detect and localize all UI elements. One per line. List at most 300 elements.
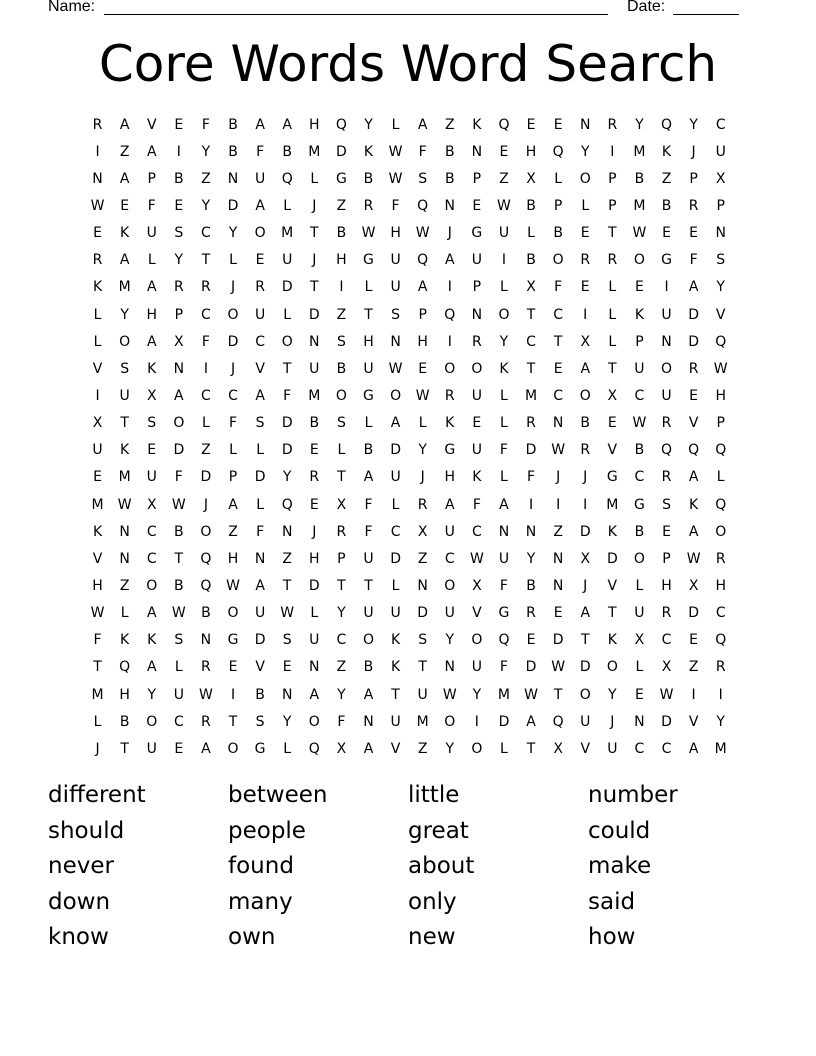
grid-letter: L: [364, 279, 373, 296]
grid-letter: L: [174, 659, 183, 676]
grid-letter: D: [688, 306, 699, 323]
grid-letter: Q: [715, 442, 727, 459]
grid-letter: A: [444, 496, 455, 513]
grid-letter: N: [444, 659, 455, 676]
grid-letter: A: [119, 252, 130, 269]
grid-letter: D: [579, 523, 591, 540]
grid-letter: L: [256, 496, 265, 513]
grid-letter: Z: [661, 170, 672, 187]
grid-letter: T: [608, 360, 617, 377]
grid-letter: W: [226, 577, 240, 594]
grid-letter: A: [390, 415, 401, 432]
grid-letter: C: [255, 333, 265, 350]
grid-letter: M: [118, 469, 131, 486]
grid-letter: N: [119, 523, 130, 540]
grid-letter: C: [715, 605, 726, 622]
grid-letter: Z: [553, 523, 563, 540]
grid-letter: I: [176, 143, 181, 160]
grid-letter: T: [608, 605, 617, 622]
grid-letter: F: [256, 143, 265, 160]
grid-letter: M: [118, 279, 131, 296]
grid-letter: I: [610, 143, 615, 160]
grid-letter: Z: [499, 170, 509, 187]
grid-letter: U: [363, 550, 374, 567]
grid-letter: M: [606, 496, 619, 513]
grid-letter: N: [309, 333, 320, 350]
grid-letter: Q: [335, 116, 347, 133]
grid-letter: R: [173, 279, 184, 296]
grid-letter: C: [201, 306, 211, 323]
grid-letter: W: [632, 225, 647, 242]
grid-letter: O: [444, 713, 456, 730]
grid-letter: B: [634, 170, 645, 187]
grid-letter: R: [715, 550, 726, 567]
grid-letter: N: [715, 225, 726, 242]
grid-letter: K: [661, 143, 672, 160]
grid-letter: L: [364, 415, 373, 432]
grid-letter: L: [256, 442, 265, 459]
grid-letter: X: [146, 496, 157, 513]
grid-letter: H: [661, 577, 672, 594]
grid-letter: T: [526, 360, 536, 377]
grid-letter: Y: [499, 333, 509, 350]
grid-letter: O: [146, 713, 158, 730]
grid-letter: D: [336, 143, 347, 160]
grid-letter: W: [199, 686, 213, 703]
grid-letter: Z: [282, 550, 292, 567]
grid-letter: E: [580, 279, 590, 296]
grid-letter: O: [471, 632, 483, 649]
grid-letter: R: [201, 713, 211, 730]
grid-letter: Q: [417, 252, 429, 269]
grid-letter: C: [634, 740, 645, 757]
grid-letter: E: [689, 387, 699, 404]
grid-letter: E: [282, 659, 292, 676]
grid-letter: U: [471, 387, 482, 404]
grid-letter: H: [92, 577, 103, 594]
grid-letter: R: [661, 469, 672, 486]
grid-letter: W: [117, 496, 132, 513]
grid-letter: W: [388, 170, 403, 187]
grid-letter: J: [447, 225, 452, 242]
grid-letter: H: [336, 252, 347, 269]
grid-letter: L: [93, 333, 102, 350]
grid-letter: B: [363, 659, 374, 676]
grid-letter: C: [146, 550, 157, 567]
grid-letter: Z: [336, 659, 347, 676]
grid-letter: D: [308, 577, 320, 594]
grid-letter: B: [444, 143, 455, 160]
grid-letter: X: [526, 170, 536, 187]
grid-letter: L: [608, 306, 617, 323]
grid-letter: U: [282, 252, 293, 269]
grid-letter: A: [255, 116, 265, 133]
grid-letter: I: [691, 686, 696, 703]
grid-letter: T: [337, 577, 346, 594]
grid-letter: P: [635, 333, 644, 350]
grid-letter: L: [391, 116, 400, 133]
grid-letter: M: [91, 496, 104, 513]
grid-letter: A: [119, 170, 130, 187]
grid-letter: Q: [715, 496, 727, 513]
grid-letter: U: [471, 252, 482, 269]
grid-letter: W: [551, 659, 566, 676]
grid-letter: I: [203, 360, 208, 377]
grid-letter: C: [146, 523, 157, 540]
grid-letter: A: [146, 279, 157, 296]
grid-letter: S: [336, 415, 346, 432]
grid-letter: R: [607, 116, 618, 133]
grid-letter: C: [173, 713, 184, 730]
grid-letter: E: [580, 225, 590, 242]
grid-letter: F: [689, 252, 698, 269]
grid-letter: Q: [200, 550, 212, 567]
grid-letter: Q: [281, 170, 293, 187]
grid-letter: T: [310, 279, 319, 296]
grid-letter: F: [472, 496, 481, 513]
grid-letter: D: [200, 469, 212, 486]
grid-letter: W: [171, 496, 186, 513]
grid-letter: S: [418, 632, 428, 649]
grid-letter: B: [580, 415, 591, 432]
grid-letter: V: [472, 605, 482, 622]
grid-letter: M: [633, 143, 646, 160]
grid-letter: R: [661, 415, 672, 432]
grid-letter: K: [92, 279, 103, 296]
grid-letter: F: [554, 279, 563, 296]
word-list: [48, 778, 768, 956]
grid-letter: H: [444, 469, 456, 486]
word-list-item: great: [408, 817, 469, 844]
grid-letter: E: [553, 605, 563, 622]
grid-letter: L: [391, 577, 400, 594]
grid-letter: Y: [445, 740, 455, 757]
date-label: Date:: [627, 0, 666, 15]
grid-letter: X: [661, 659, 672, 676]
grid-letter: Q: [417, 197, 429, 214]
grid-letter: J: [583, 469, 588, 486]
grid-letter: N: [498, 523, 510, 540]
grid-letter: T: [120, 740, 129, 757]
grid-letter: C: [526, 333, 536, 350]
grid-letter: T: [391, 686, 400, 703]
grid-letter: J: [610, 713, 615, 730]
grid-letter: L: [310, 170, 319, 187]
grid-letter: E: [174, 116, 184, 133]
grid-letter: L: [716, 469, 725, 486]
grid-letter: W: [442, 686, 457, 703]
grid-letter: U: [92, 442, 103, 459]
grid-letter: B: [363, 170, 374, 187]
grid-letter: B: [526, 577, 536, 594]
grid-letter: N: [471, 306, 483, 323]
grid-letter: O: [444, 577, 456, 594]
grid-letter: Y: [635, 116, 644, 133]
grid-letter: K: [120, 442, 130, 459]
grid-letter: O: [715, 523, 727, 540]
grid-letter: I: [501, 252, 507, 269]
grid-letter: B: [553, 225, 563, 242]
grid-letter: D: [254, 469, 266, 486]
grid-letter: G: [335, 170, 347, 187]
grid-letter: N: [579, 116, 591, 133]
grid-letter: Y: [120, 306, 129, 323]
grid-letter: I: [447, 279, 452, 296]
grid-letter: O: [308, 713, 320, 730]
grid-letter: P: [147, 170, 156, 187]
grid-letter: O: [254, 225, 266, 242]
grid-letter: H: [363, 333, 374, 350]
grid-letter: O: [335, 387, 347, 404]
grid-letter: O: [362, 632, 374, 649]
grid-letter: R: [201, 659, 211, 676]
grid-letter: N: [417, 577, 428, 594]
grid-letter: O: [173, 415, 185, 432]
grid-letter: D: [227, 197, 239, 214]
grid-letter: X: [580, 333, 591, 350]
grid-letter: T: [337, 469, 346, 486]
grid-letter: D: [552, 632, 564, 649]
grid-letter: E: [634, 686, 644, 703]
grid-letter: L: [147, 252, 156, 269]
date-field[interactable]: [673, 14, 739, 15]
grid-letter: V: [92, 550, 103, 567]
grid-letter: A: [688, 523, 699, 540]
grid-letter: S: [120, 360, 130, 377]
grid-letter: R: [580, 252, 591, 269]
grid-letter: G: [471, 225, 483, 242]
grid-letter: K: [607, 523, 617, 540]
grid-letter: A: [146, 143, 157, 160]
grid-letter: Y: [337, 686, 346, 703]
grid-letter: Q: [552, 143, 564, 160]
grid-letter: E: [634, 279, 644, 296]
grid-letter: D: [390, 442, 401, 459]
grid-letter: K: [499, 360, 509, 377]
grid-letter: K: [120, 225, 130, 242]
grid-letter: K: [92, 523, 103, 540]
grid-letter: W: [686, 550, 701, 567]
grid-letter: V: [715, 306, 726, 323]
grid-letter: A: [417, 116, 428, 133]
grid-letter: F: [147, 197, 156, 214]
grid-letter: T: [580, 632, 590, 649]
grid-letter: U: [309, 360, 320, 377]
grid-letter: B: [634, 523, 645, 540]
grid-letter: A: [255, 387, 265, 404]
grid-letter: D: [688, 333, 699, 350]
grid-letter: Z: [336, 197, 347, 214]
grid-letter: W: [90, 197, 105, 214]
grid-letter: J: [95, 740, 100, 757]
grid-letter: M: [497, 686, 510, 703]
grid-letter: W: [659, 686, 674, 703]
word-list-item: about: [408, 853, 475, 880]
grid-letter: T: [553, 686, 563, 703]
grid-letter: P: [662, 550, 671, 567]
grid-letter: Z: [119, 143, 130, 160]
grid-letter: P: [608, 170, 617, 187]
grid-letter: X: [92, 415, 103, 432]
grid-letter: U: [661, 387, 672, 404]
grid-letter: N: [281, 523, 293, 540]
word-list-item: said: [588, 888, 636, 915]
grid-letter: T: [418, 659, 427, 676]
grid-letter: B: [282, 143, 292, 160]
grid-letter: I: [528, 496, 534, 513]
grid-letter: K: [472, 469, 482, 486]
grid-letter: B: [228, 143, 238, 160]
grid-letter: R: [580, 442, 591, 459]
word-list-item: make: [588, 853, 652, 880]
grid-letter: I: [339, 279, 344, 296]
grid-letter: X: [174, 333, 184, 350]
grid-letter: L: [120, 605, 129, 622]
grid-letter: D: [254, 632, 266, 649]
grid-letter: C: [661, 632, 672, 649]
grid-letter: B: [255, 686, 265, 703]
grid-letter: X: [688, 577, 699, 594]
grid-letter: K: [634, 306, 645, 323]
word-list-item: little: [408, 782, 460, 808]
grid-letter: L: [418, 415, 427, 432]
grid-letter: R: [526, 415, 536, 432]
name-field[interactable]: [104, 14, 608, 15]
grid-letter: U: [254, 170, 266, 187]
grid-letter: I: [95, 387, 100, 404]
grid-letter: D: [281, 442, 293, 459]
grid-letter: D: [281, 279, 293, 296]
grid-letter: I: [664, 279, 669, 296]
grid-letter: Z: [201, 170, 211, 187]
grid-letter: R: [715, 659, 726, 676]
grid-letter: U: [471, 659, 482, 676]
grid-letter: F: [364, 523, 373, 540]
word-list-item: never: [48, 853, 114, 880]
grid-letter: O: [227, 740, 239, 757]
grid-letter: H: [390, 225, 401, 242]
grid-letter: F: [527, 469, 536, 486]
grid-letter: Q: [661, 116, 673, 133]
grid-letter: A: [363, 469, 374, 486]
grid-letter: R: [363, 197, 374, 214]
grid-letter: A: [119, 116, 130, 133]
grid-letter: O: [579, 170, 591, 187]
grid-letter: Q: [200, 577, 212, 594]
grid-letter: L: [229, 252, 237, 269]
grid-letter: J: [203, 496, 208, 513]
grid-letter: O: [471, 360, 483, 377]
grid-letter: C: [553, 387, 564, 404]
grid-letter: P: [689, 170, 698, 187]
grid-letter: D: [308, 306, 320, 323]
grid-letter: N: [363, 713, 374, 730]
page-title: Core Words Word Search: [98, 35, 718, 93]
grid-letter: E: [472, 197, 482, 214]
grid-letter: N: [309, 659, 320, 676]
grid-letter: A: [174, 387, 184, 404]
grid-letter: Z: [201, 442, 211, 459]
grid-letter: N: [200, 632, 212, 649]
grid-letter: C: [661, 740, 672, 757]
grid-letter: J: [420, 469, 425, 486]
grid-letter: U: [390, 605, 401, 622]
grid-letter: R: [688, 360, 699, 377]
grid-letter: S: [255, 415, 265, 432]
grid-letter: N: [471, 143, 483, 160]
grid-letter: I: [95, 143, 100, 160]
grid-letter: V: [607, 577, 618, 594]
grid-letter: F: [256, 523, 265, 540]
grid-letter: Z: [444, 116, 455, 133]
grid-letter: N: [281, 686, 293, 703]
grid-letter: P: [716, 415, 725, 432]
grid-letter: O: [552, 252, 564, 269]
grid-letter: U: [417, 686, 428, 703]
grid-letter: W: [388, 143, 403, 160]
grid-letter: Y: [201, 143, 211, 160]
grid-letter: X: [526, 279, 536, 296]
grid-letter: E: [472, 415, 482, 432]
word-list-item: how: [588, 924, 636, 951]
grid-letter: O: [200, 523, 212, 540]
grid-letter: F: [283, 387, 292, 404]
grid-letter: T: [93, 659, 102, 676]
grid-letter: A: [580, 605, 591, 622]
grid-letter: R: [92, 116, 103, 133]
grid-letter: C: [553, 306, 564, 323]
grid-letter: L: [310, 605, 319, 622]
grid-letter: O: [227, 306, 239, 323]
grid-letter: K: [147, 632, 157, 649]
grid-letter: P: [472, 170, 482, 187]
grid-letter: O: [661, 360, 673, 377]
grid-letter: J: [583, 577, 588, 594]
grid-letter: L: [500, 279, 508, 296]
grid-letter: U: [471, 442, 482, 459]
grid-letter: A: [146, 333, 157, 350]
grid-letter: L: [608, 279, 617, 296]
grid-letter: N: [634, 713, 645, 730]
grid-letter: R: [309, 469, 320, 486]
grid-letter: A: [580, 360, 591, 377]
word-list-item: found: [228, 853, 294, 880]
grid-letter: B: [201, 605, 211, 622]
grid-letter: W: [171, 605, 186, 622]
grid-letter: Z: [417, 740, 428, 757]
grid-letter: D: [688, 605, 699, 622]
grid-letter: M: [525, 387, 538, 404]
grid-letter: O: [119, 333, 131, 350]
grid-letter: U: [146, 740, 157, 757]
grid-letter: R: [661, 605, 672, 622]
grid-letter: O: [146, 577, 158, 594]
grid-letter: A: [255, 577, 265, 594]
grid-letter: Y: [147, 686, 157, 703]
grid-letter: L: [283, 197, 292, 214]
grid-letter: A: [228, 496, 238, 513]
grid-letter: D: [525, 659, 537, 676]
grid-letter: U: [715, 143, 726, 160]
grid-letter: W: [415, 225, 430, 242]
grid-letter: X: [336, 740, 347, 757]
grid-letter: N: [552, 577, 564, 594]
grid-letter: N: [173, 360, 185, 377]
grid-letter: F: [228, 415, 238, 432]
grid-letter: U: [390, 252, 401, 269]
grid-letter: I: [718, 686, 723, 703]
grid-letter: E: [309, 442, 319, 459]
